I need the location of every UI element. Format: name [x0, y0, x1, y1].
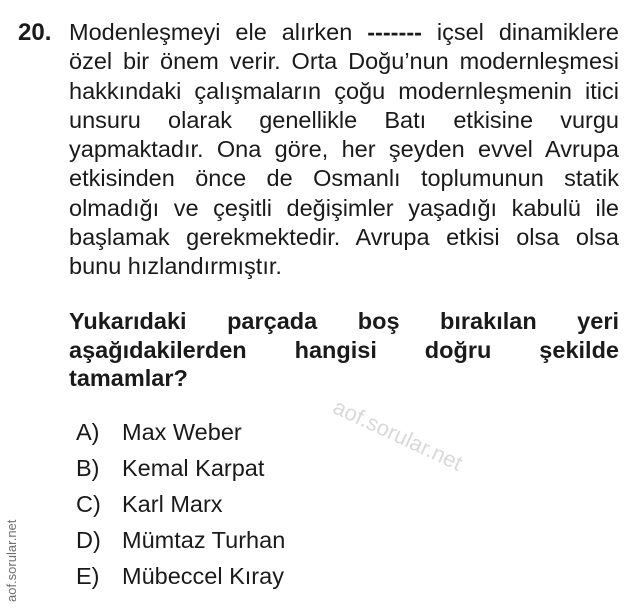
option-letter: D)	[76, 526, 101, 553]
option-a[interactable]	[76, 414, 285, 450]
option-text: Kemal Karpat	[122, 454, 265, 481]
option-text: Mümtaz Turhan	[122, 526, 286, 553]
option-b[interactable]	[76, 450, 285, 486]
passage-text-after-blank: içsel dinamiklere özel bir önem verir. Orta Doğu’nun modernleşmesi hakkındaki çalışmaların çoğu modernleşmenin itici unsuru olarak genellikle Batı etkisine vurgu yapmaktadır. Ona göre, her şeyden evvel Avrupa etkisinden önce de Osmanlı toplumunun statik olmadığı ve çeşitli değişimler yaşadığı kabulü ile başlamak gerekmektedir. Avrupa etkisi olsa olsa bunu hızlandırmıştır.	[69, 19, 619, 280]
option-letter: E)	[76, 562, 100, 589]
answer-options	[76, 414, 285, 594]
option-letter: A)	[76, 418, 100, 445]
option-e[interactable]	[76, 558, 285, 594]
passage-blank: -------	[367, 19, 422, 45]
option-c[interactable]	[76, 486, 285, 522]
side-watermark-text: aof.sorular.net	[4, 519, 19, 602]
question-number: 20.	[18, 19, 52, 46]
question-prompt: Yukarıdaki parçada boş bırakılan yeri aşağıdakilerden hangisi doğru şekilde tamamlar?	[69, 308, 619, 391]
watermark-text: aof.sorular.net	[329, 394, 467, 476]
option-letter: B)	[76, 454, 100, 481]
option-text: Karl Marx	[122, 490, 223, 517]
question-passage	[69, 18, 619, 282]
option-text: Max Weber	[122, 418, 242, 445]
passage-text-before-blank: Modenleşmeyi ele alırken	[69, 19, 368, 45]
option-letter: C)	[76, 490, 101, 517]
option-d[interactable]	[76, 522, 285, 558]
option-text: Mübeccel Kıray	[122, 562, 284, 589]
